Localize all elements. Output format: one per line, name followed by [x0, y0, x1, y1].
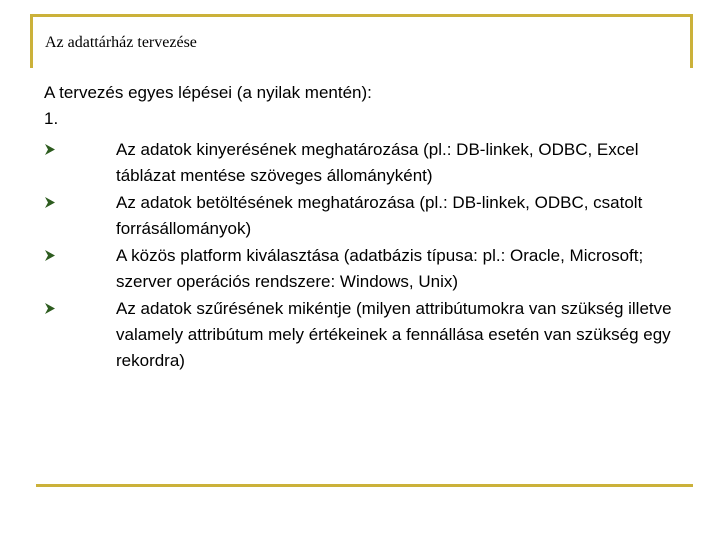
bullet-list	[44, 137, 694, 375]
bullet-item	[44, 296, 694, 374]
bullet-item	[44, 190, 694, 242]
title-frame-right-rule	[690, 14, 693, 68]
arrowhead-bullet-icon	[44, 137, 58, 163]
bullet-text: A közös platform kiválasztása (adatbázis típusa: pl.: Oracle, Microsoft; szerver operációs rendszere: Windows, Unix)	[116, 246, 644, 291]
bullet-item	[44, 243, 694, 295]
intro-text: A tervezés egyes lépései (a nyilak mentén):	[44, 83, 372, 102]
bullet-text: Az adatok betöltésének meghatározása (pl.: DB-linkek, ODBC, csatolt forrásállományok)	[116, 193, 643, 238]
bullet-item	[44, 137, 694, 189]
title-frame-left-rule	[30, 14, 33, 68]
arrowhead-bullet-icon	[44, 190, 58, 216]
arrowhead-bullet-icon	[44, 296, 58, 322]
step-number: 1.	[44, 109, 59, 128]
title-frame-top-rule	[30, 14, 693, 17]
bullet-text: Az adatok szűrésének mikéntje (milyen attribútumokra van szükség illetve valamely attribútum mely értékeinek a fennállása esetén van szükség egy rekordra)	[116, 299, 672, 370]
footer-rule	[36, 484, 693, 487]
slide-title: Az adattárház tervezése	[45, 34, 197, 51]
arrowhead-bullet-icon	[44, 243, 58, 269]
bullet-text: Az adatok kinyerésének meghatározása (pl.: DB-linkek, ODBC, Excel táblázat mentése szöveges állományként)	[116, 140, 639, 185]
